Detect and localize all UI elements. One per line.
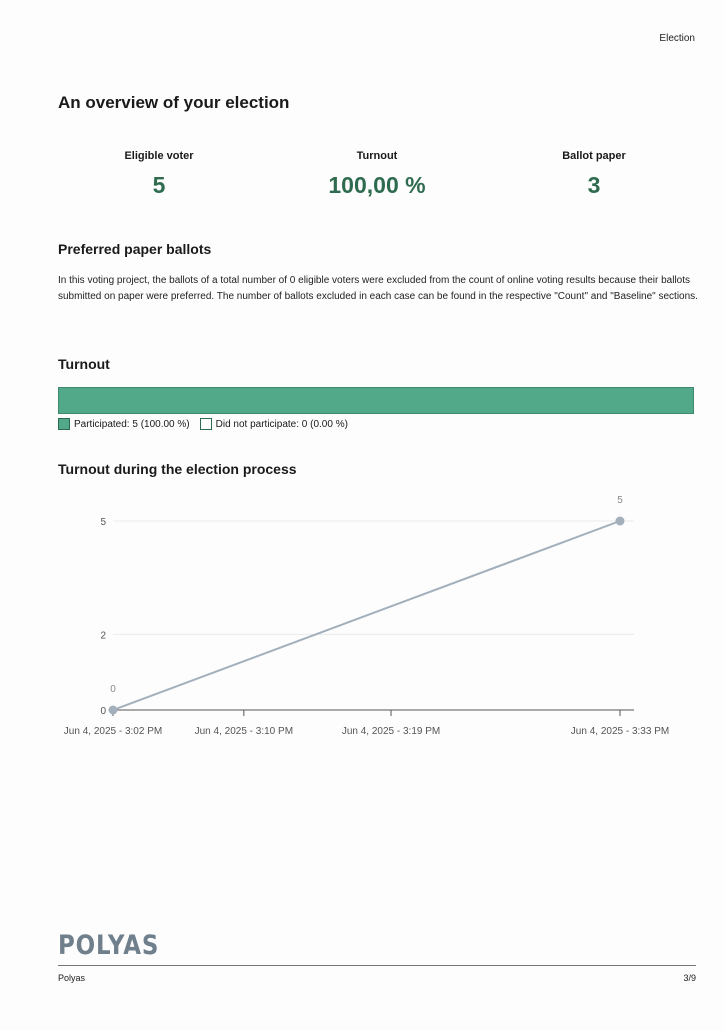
turnout-bar: [58, 387, 694, 414]
not-participated-swatch: [200, 418, 212, 430]
footer-divider: [58, 965, 696, 966]
turnout-legend: [58, 418, 348, 430]
stat-label: Ballot paper: [562, 150, 626, 162]
stat-turnout: [277, 148, 477, 200]
participated-swatch: [58, 418, 70, 430]
stat-eligible-voter: [59, 148, 259, 200]
y-tick-label: 5: [100, 517, 106, 528]
section-title-turnout: Turnout: [58, 356, 110, 372]
data-point: [109, 706, 118, 715]
section-title-preferred: Preferred paper ballots: [58, 241, 212, 257]
page-title: An overview of your election: [58, 93, 290, 112]
y-tick-label: 2: [100, 630, 106, 642]
x-tick-label: Jun 4, 2025 - 3:10 PM: [194, 726, 294, 737]
section-title-process: Turnout during the election process: [58, 461, 297, 477]
polyas-logo: POLYAS: [58, 930, 160, 961]
stat-label: Eligible voter: [124, 150, 194, 162]
page-number: 3/9: [683, 973, 696, 983]
preferred-description: In this voting project, the ballots of a total number of 0 eligible voters were excluded from the count of online voting results because their ballots submitted on paper were preferred. The number of ballots excluded in each case can be found in the respective "Count" and "Baseline" sections.: [58, 275, 698, 302]
turnout-line: [113, 521, 620, 710]
x-tick-label: Jun 4, 2025 - 3:02 PM: [63, 726, 163, 737]
x-tick-label: Jun 4, 2025 - 3:33 PM: [570, 726, 670, 737]
stat-ballot-paper: [494, 148, 694, 200]
stat-value: 5: [152, 172, 166, 198]
y-tick-label: 0: [100, 706, 106, 717]
stat-value: 3: [587, 172, 601, 198]
legend-not-participated: Did not participate: 0 (0.00 %): [215, 418, 348, 430]
stat-label: Turnout: [356, 150, 398, 162]
turnout-line-chart: [0, 480, 724, 750]
legend-participated: Participated: 5 (100.00 %): [74, 418, 190, 430]
data-label: 5: [617, 495, 623, 506]
footer-company: Polyas: [58, 973, 86, 983]
stat-value: 100,00 %: [328, 172, 426, 198]
data-label: 0: [110, 684, 116, 695]
header-label: Election: [659, 33, 695, 44]
data-point: [616, 517, 625, 526]
x-tick-label: Jun 4, 2025 - 3:19 PM: [341, 726, 441, 737]
